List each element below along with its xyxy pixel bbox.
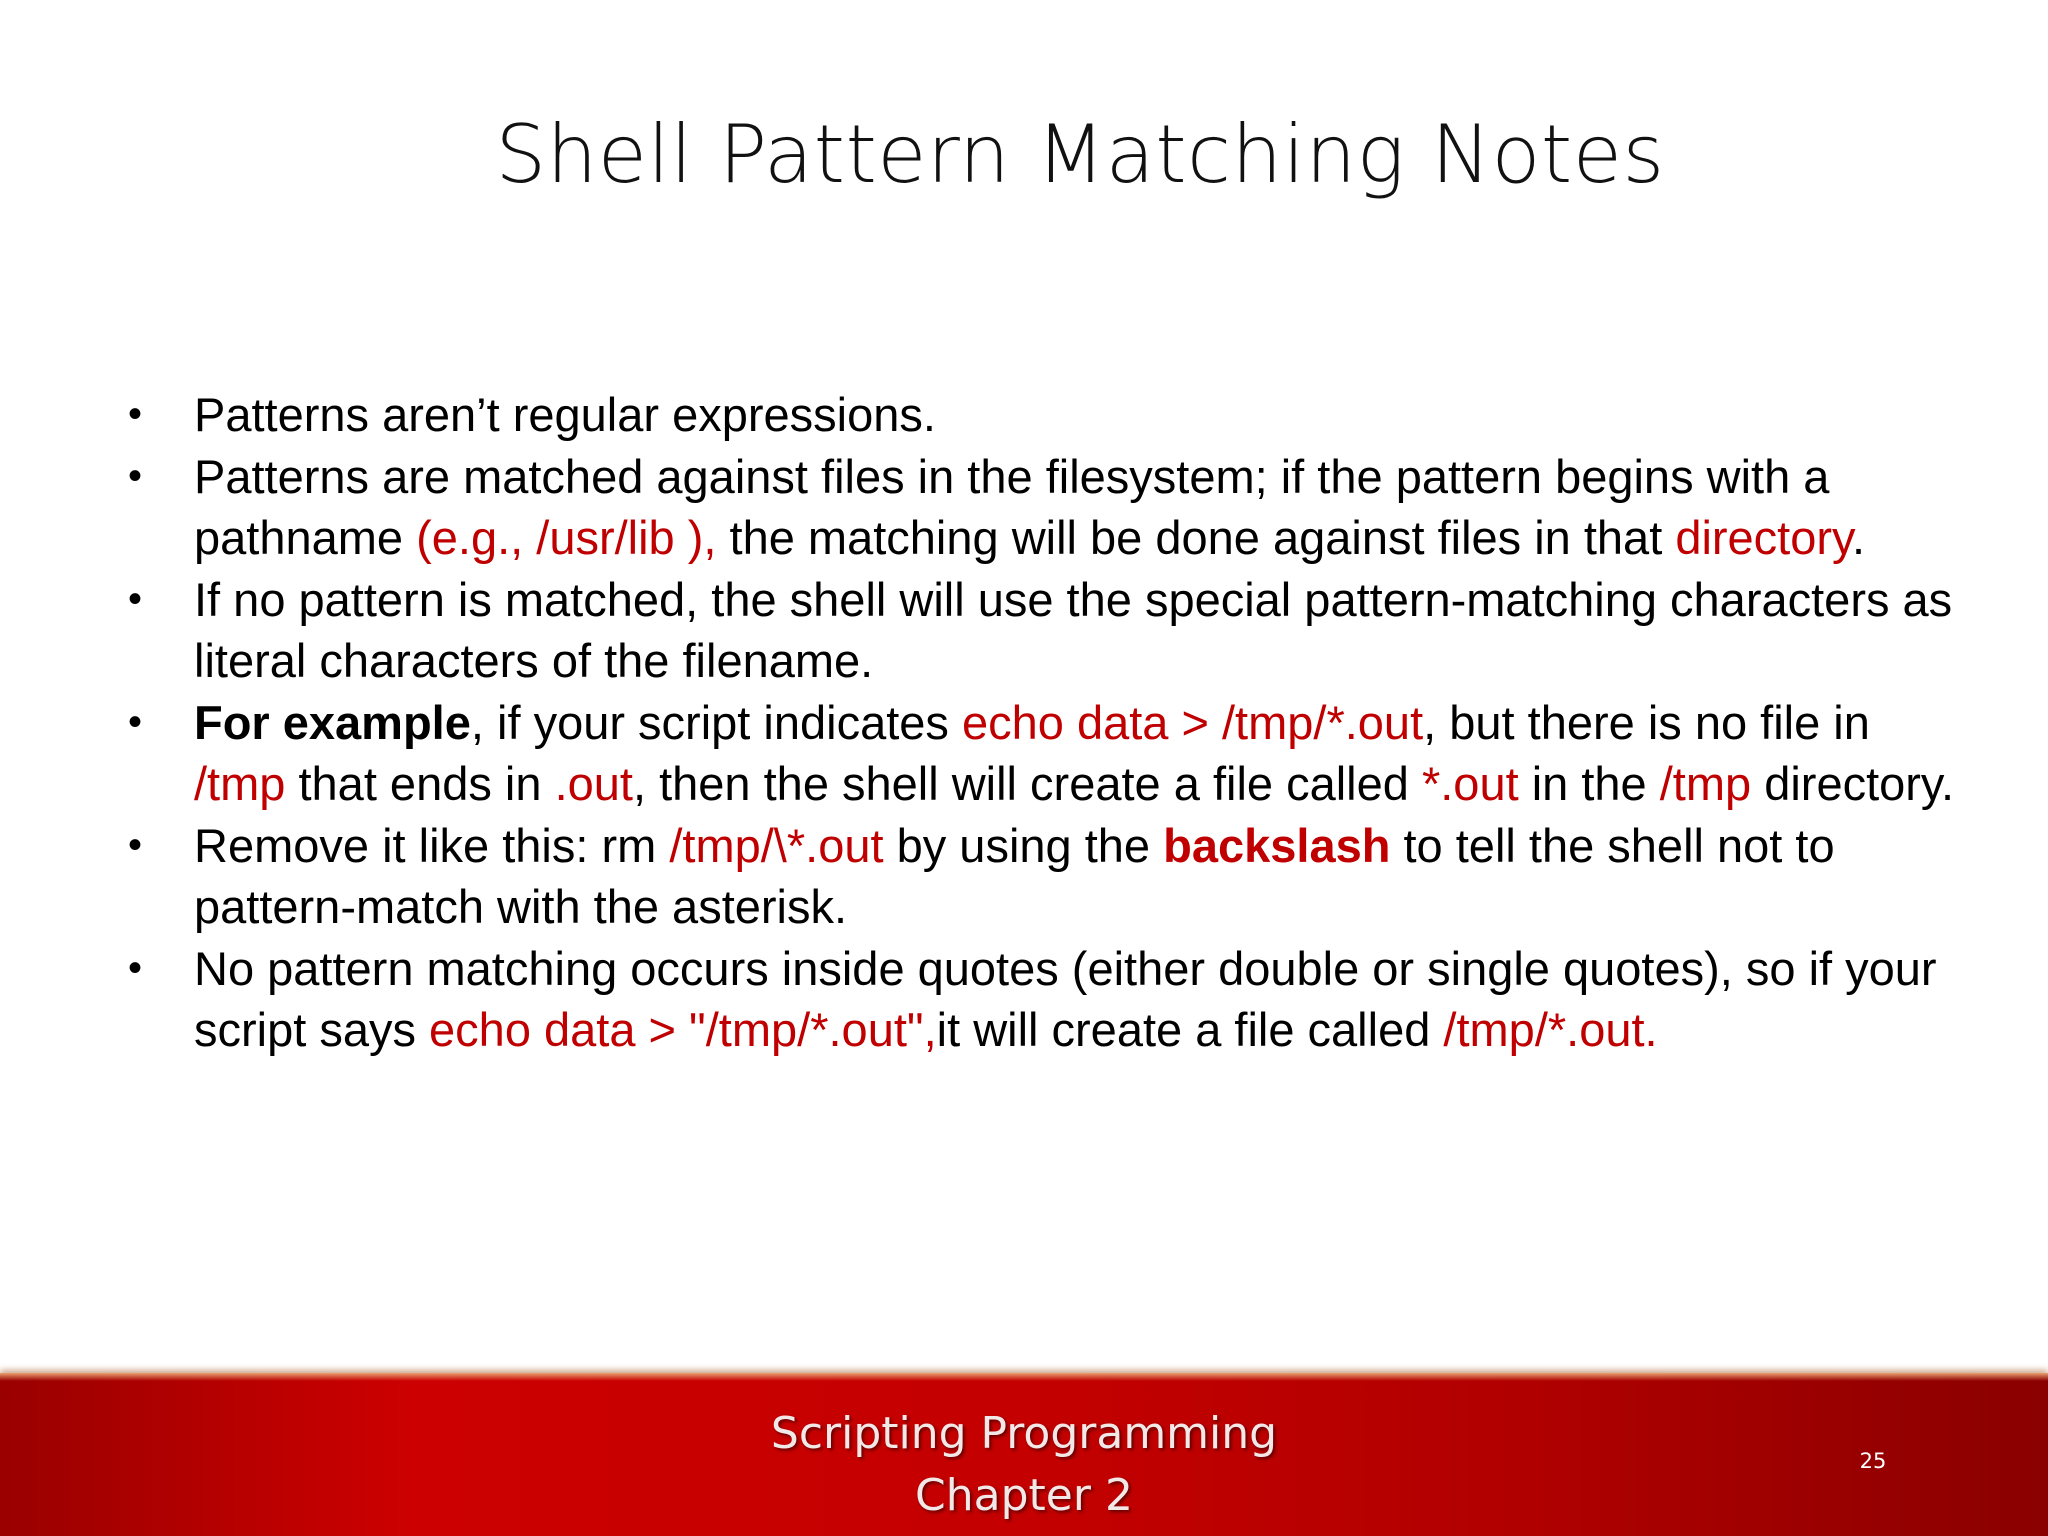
page-number: 25	[1859, 1449, 1887, 1473]
bullet-text-run: echo data > /tmp/*.out	[961, 695, 1424, 749]
bullet-text-run: /tmp	[194, 757, 286, 810]
bullet-dot: •	[128, 945, 143, 990]
bullet-list	[126, 384, 1956, 1061]
bullet-text-run: , if your script indicates	[470, 695, 962, 749]
footer-course-name: Scripting Programming	[770, 1408, 1278, 1459]
footer-glow	[0, 1373, 2048, 1381]
bullet-text-run: /tmp	[1659, 757, 1752, 810]
bullet-text-run: that ends in	[285, 757, 555, 810]
bullet-item	[126, 384, 1956, 446]
footer-chapter: Chapter 2	[915, 1470, 1133, 1521]
bullet-text-run: directory.	[1751, 757, 1955, 810]
bullet-dot: •	[128, 392, 143, 436]
bullet-item	[126, 446, 1956, 569]
bullet-text-run: to tell the shell not to pattern-match with the asterisk.	[194, 818, 1835, 933]
bullet-text-run: , but there is no file in	[1423, 695, 1870, 749]
bullet-text-run: backslash	[1163, 818, 1391, 872]
bullet-text-run: .	[1852, 511, 1866, 564]
bullet-item	[126, 815, 1956, 938]
bullet-text-run: (e.g., /usr/lib ),	[416, 511, 717, 564]
bullet-text-run: by using the	[883, 818, 1164, 872]
bullet-text-run: Patterns are matched against files in the filesystem; if the pattern begins with a pathname	[194, 449, 1830, 564]
bullet-dot: •	[128, 453, 143, 498]
bullet-text-run: No pattern matching occurs inside quotes (either double or single quotes), so if your script says	[194, 941, 1937, 1056]
bullet-text-run: echo data > "/tmp/*.out",	[429, 1003, 937, 1056]
bullet-text-run: Remove it like this: rm	[194, 818, 670, 872]
footer-course-title	[0, 1403, 2048, 1527]
bullet-text-run: in the	[1518, 757, 1660, 810]
bullet-text-run: .out	[554, 757, 633, 810]
bullet-text-run: , then the shell will create a file called	[632, 757, 1422, 810]
footer-banner	[0, 1373, 2048, 1536]
bullet-text-run: *.out	[1421, 757, 1519, 810]
bullet-text-run: /tmp/\*.out	[669, 818, 884, 872]
bullet-dot: •	[128, 822, 143, 867]
bullet-item	[126, 569, 1956, 692]
bullet-item	[126, 692, 1956, 815]
bullet-text-run: it will create a file called	[936, 1003, 1444, 1056]
slide-title: Shell Pattern Matching Notes	[495, 108, 1665, 201]
bullet-text-run: Patterns aren’t regular expressions.	[194, 388, 936, 441]
bullet-dot: •	[128, 699, 143, 744]
bullet-text-run: the matching will be done against files in that	[716, 511, 1676, 564]
bullet-item	[126, 938, 1956, 1061]
bullet-text-run: /tmp/*.out.	[1443, 1003, 1658, 1056]
bullet-dot: •	[128, 576, 143, 621]
bullet-text-run: If no pattern is matched, the shell will use the special pattern-matching characters as literal characters of the filename.	[194, 572, 1953, 687]
bullet-text-run: For example	[194, 695, 471, 749]
bullet-text-run: directory	[1675, 511, 1853, 564]
